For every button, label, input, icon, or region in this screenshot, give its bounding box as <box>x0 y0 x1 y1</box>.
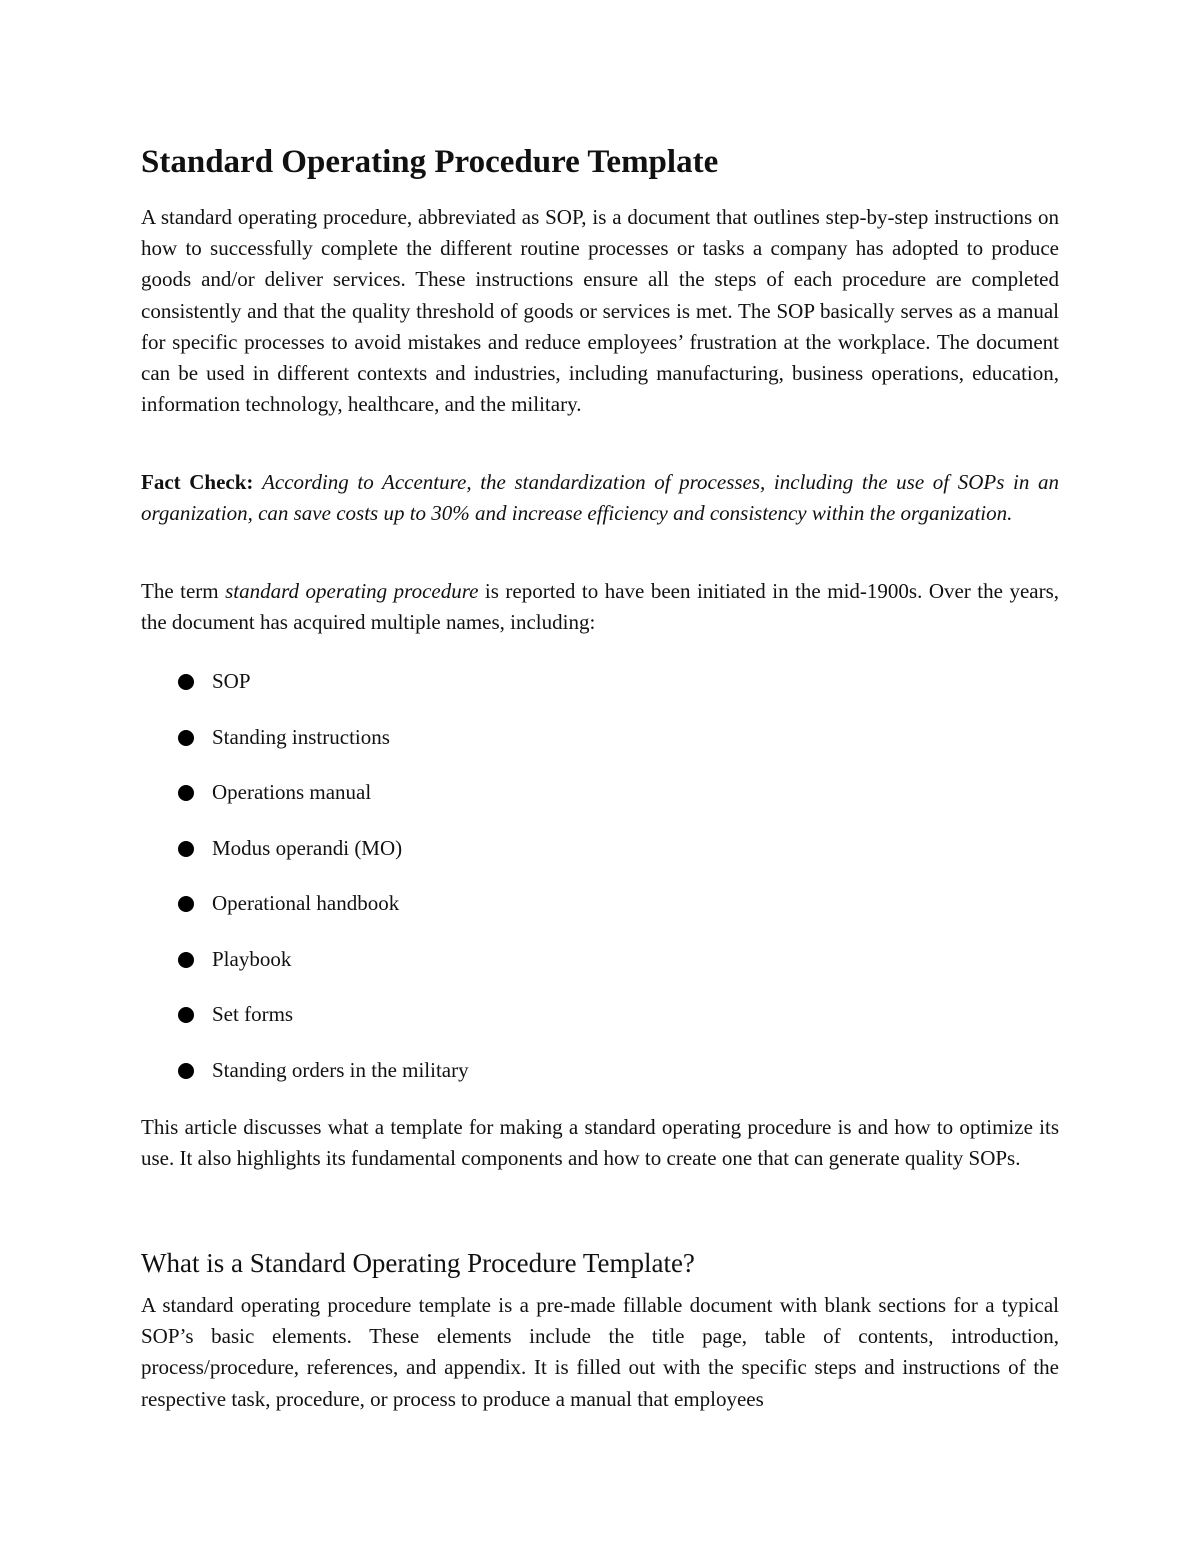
bullet-icon <box>178 1007 194 1023</box>
list-item-text: Standing instructions <box>212 724 390 749</box>
list-item <box>141 1053 469 1109</box>
list-item-text: SOP <box>212 669 251 693</box>
list-item-text: Playbook <box>212 946 292 971</box>
list-item-text: Operations manual <box>212 780 372 804</box>
bullet-icon <box>178 785 194 801</box>
fact-check-text: According to Accenture, the standardization of processes, including the use of SOPs in an organization, can save costs up to 30% and increase efficiency and consistency within the organization. <box>141 470 1059 526</box>
term-emphasis: standard operating procedure <box>225 579 479 603</box>
list-item-text: Modus operandi (MO) <box>212 835 403 860</box>
section-paragraph: A standard operating procedure template is a pre-made fillable document with blank sections for a typical SOP’s basic elements. These elements include the title page, table of contents, introduction, process/procedure, references, and appendix. It is filled out with the specific steps and instructions of the respective task, procedure, or process to produce a manual that employees <box>141 1293 1059 1411</box>
list-item <box>141 942 469 998</box>
term-text-after: is reported to have been initiated in the mid-1900s. Over the years, the document has acquired multiple names, including: <box>141 579 1059 635</box>
list-item-text: Operational handbook <box>212 891 400 915</box>
list-item <box>141 664 469 720</box>
section-heading: What is a Standard Operating Procedure Template? <box>141 1248 695 1278</box>
bullet-icon <box>178 896 194 912</box>
fact-check-label: Fact Check: <box>141 470 254 494</box>
bullet-icon <box>178 674 194 690</box>
bullet-icon <box>178 730 194 746</box>
list-item <box>141 831 469 887</box>
list-item <box>141 997 469 1053</box>
list-item-text: Set forms <box>212 1002 294 1026</box>
bullet-icon <box>178 1063 194 1079</box>
intro-paragraph: A standard operating procedure, abbreviated as SOP, is a document that outlines step-by-step instructions on how to successfully complete the different routine processes or tasks a company has adopted to produce goods and/or deliver services. These instructions ensure all the steps of each procedure are completed consistently and that the quality threshold of goods or services is met. The SOP basically serves as a manual for specific processes to avoid mistakes and reduce employees’ frustration at the workplace. The document can be used in different contexts and industries, including manufacturing, business operations, education, information technology, healthcare, and the military. <box>141 205 1059 417</box>
bullet-icon <box>178 841 194 857</box>
article-paragraph: This article discusses what a template for making a standard operating procedure is and how to optimize its use. It also highlights its fundamental components and how to create one that can generate quality SOPs. <box>141 1115 1059 1171</box>
bullet-icon <box>178 952 194 968</box>
term-text-before: The term <box>141 579 226 603</box>
term-paragraph <box>141 576 1059 638</box>
list-item <box>141 775 469 831</box>
list-item <box>141 720 469 776</box>
fact-check-paragraph <box>141 467 1059 529</box>
list-item-text: Standing orders in the military <box>212 1057 469 1082</box>
document-title: Standard Operating Procedure Template <box>141 144 719 180</box>
names-list <box>141 664 469 1108</box>
list-item <box>141 886 469 942</box>
